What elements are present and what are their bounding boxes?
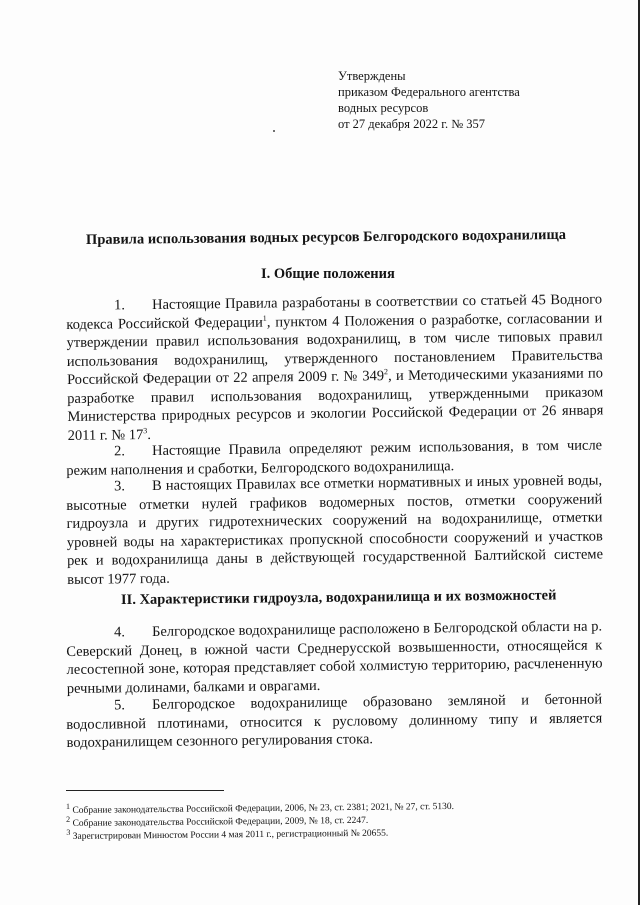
footnote-ref: 2 [383, 367, 389, 377]
paragraph-number: 4. [114, 624, 126, 641]
paragraph-number: 2. [114, 443, 126, 460]
approval-line-3: водных ресурсов [338, 101, 429, 115]
document-title: Правила использования водных ресурсов Белгородского водохранилища [85, 226, 567, 248]
paragraph-text: Белгородское водохранилище образовано земляной и бетонной водосливной плотинами, относится к русловому долинному типу и является водохранилищем сезонного регулирования стока. [66, 691, 603, 751]
paragraph-4 [66, 617, 603, 698]
footnote-mark: 2 [66, 814, 71, 824]
footnote-text: Собрание законодательства Российской Федерации, 2006, № 23, ст. 2381; 2021, № 27, ст. 5130. [72, 801, 454, 816]
paragraph-1 [66, 290, 604, 445]
footnote-text: Собрание законодательства Российской Федерации, 2009, № 18, ст. 2247. [72, 815, 369, 829]
approval-line-1: Утверждены [338, 69, 406, 83]
paragraph-text: Настоящие Правила разработаны в соответствии со статьей 45 Водного кодекса Российской Федерации [66, 291, 603, 333]
section-title-characteristics: II. Характеристики гидроузла, водохранилища и их возможностей [120, 587, 557, 608]
approval-line-2: приказом Федерального агентства [338, 85, 520, 99]
paragraph-text: , пунктом 4 Положения о разработке, согласовании и утверждении правил использования водохранилищ, в том числе типовых правил использования водохранилищ, утвержденного постановлением Правительства Российской Федерации от 22 апреля 2009 г. № 349 [66, 309, 603, 388]
paragraph-3 [66, 471, 603, 589]
section-title-general: I. Общие положения [261, 266, 395, 282]
paragraph-text: Белгородское водохранилище расположено в Белгородской области на р. Северский Донец, в южной части Среднерусской возвышенности, относящейся к лесостепной зоне, которая представляет собой холмистую территорию, расчлененную речными долинами, балками и оврагами. [66, 618, 603, 697]
paragraph-text: , и Методическими указаниями по разработке правил использования водохранилищ, утвержденными приказом Министерства природных ресурсов и экологии Российской Федерации от 26 января 2011 г. № 17 [67, 365, 604, 444]
paragraph-number: 3. [114, 478, 126, 495]
footnote-separator [66, 790, 224, 791]
paragraph-number: 1. [114, 297, 126, 314]
footnotes [66, 799, 606, 844]
paragraph-number: 5. [114, 697, 126, 714]
paragraph-text: В настоящих Правилах все отметки нормативных и иных уровней воды, высотные отметки нулей графиков водомерных постов, отметки сооружений гидроузла и других гидротехнических сооружений на водохранилище, отметки уровней воды на характеристиках пропускной способности сооружений и участков рек и водохранилища даны в действующей государственной Балтийской системе высот 1977 года. [66, 472, 604, 588]
paragraph-text: Настоящие Правила определяют режим использования, в том числе режим наполнения и сработки, Белгородского водохранилища. [66, 437, 603, 479]
scan-speck [273, 130, 275, 132]
approval-stamp [338, 68, 520, 132]
footnote-mark: 3 [66, 827, 71, 837]
approval-line-4: от 27 декабря 2022 г. № 357 [338, 117, 486, 131]
paragraph-text: . [147, 426, 152, 443]
footnote-ref: 3 [143, 425, 148, 435]
paragraph-5 [66, 690, 603, 752]
footnote-text: Зарегистрирован Минюстом России 4 мая 2011 г., регистрационный № 20655. [72, 828, 389, 842]
footnote-ref: 1 [262, 313, 267, 323]
footnote-mark: 1 [65, 801, 71, 811]
